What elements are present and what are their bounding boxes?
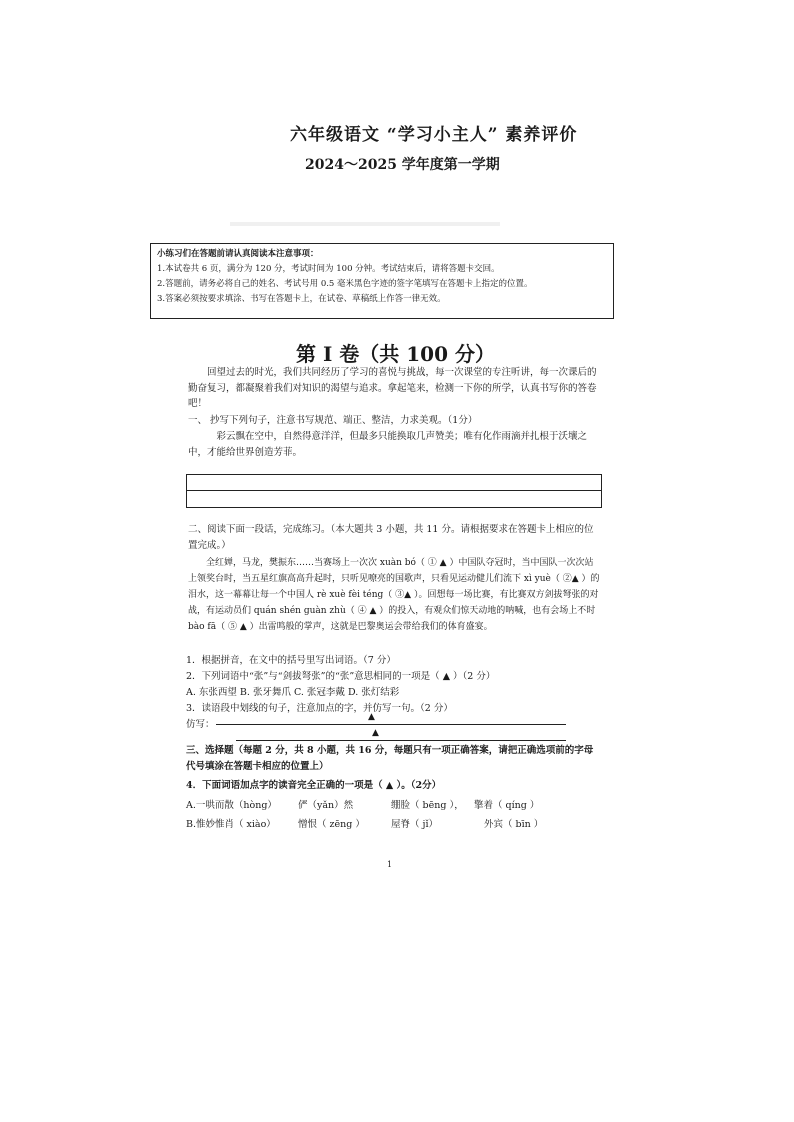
notice-box <box>150 243 614 319</box>
imitate-answer-line-2[interactable] <box>236 740 566 741</box>
imitate-answer-line-1[interactable] <box>216 724 566 725</box>
exam-title: 六年级语文 “学习小主人” 素养评价 <box>290 125 578 145</box>
page-number: 1 <box>387 860 393 869</box>
scan-smudge <box>230 222 500 226</box>
q4-stem: 4．下面词语加点字的读音完全正确的一项是（ ▲ ）。（2分） <box>186 780 442 791</box>
notice-heading: 小练习们在答题前请认真阅读本注意事项： <box>157 249 319 259</box>
q4-option-b-1: B.惟妙惟肖（ xiào） <box>186 819 276 830</box>
q4-option-a-1: A.一哄而散（hòng） <box>186 800 277 811</box>
q4-option-b-4: 外宾（ bīn ） <box>484 819 544 830</box>
q-item-1: 1．根据拼音，在文中的括号里写出词语。（7 分） <box>186 655 396 666</box>
volume-title: 第 I 卷（共 100 分） <box>296 342 495 366</box>
notice-item: 2.答题前，请务必将自己的姓名、考试号用 0.5 毫米黑色字迹的签字笔填写在答题卡上指定的位置。 <box>157 279 533 289</box>
intro-paragraph: 回望过去的时光，我们共同经历了学习的喜悦与挑战，每一次课堂的专注听讲，每一次课后的勤奋复习，都凝聚着我们对知识的渴望与追求。拿起笔来，检测一下你的所学，认真书写你的答卷吧！ <box>188 367 597 409</box>
q-item-3: 3．读语段中划线的句子，注意加点的字，并仿写一句。（2 分） <box>186 703 453 714</box>
answer-mark-1: ▲ <box>368 712 375 722</box>
q1-sentence: 彩云飘在空中，自然得意洋洋，但最多只能换取几声赞美；唯有化作雨滴并扎根于沃壤之中，才能给世界创造芳菲。 <box>188 431 588 458</box>
q1-heading: 一、 抄写下列句子，注意书写规范、端正、整洁，力求美观。（1分） <box>188 415 478 426</box>
notice-item: 1.本试卷共 6 页，满分为 120 分，考试时间为 100 分钟。考试结束后，请将答题卡交回。 <box>157 264 500 274</box>
q-item-2: 2．下列词语中“张”与“剑拔弩张”的“张”意思相同的一项是（ ▲ ）（2 分） <box>186 671 496 682</box>
reading-passage: 全红婵，马龙，樊振东……当赛场上一次次 xuàn bó（ ① ▲ ）中国队夺冠时，当中国队一次次站上领奖台时，当五星红旗高高升起时，只听见嘹亮的国歌声，只看见运动健儿们流下 xì yuè（ ②▲ ）的泪水，这一幕幕让每一个中国人 rè xuè fèi téng（ ③▲ ）。回想每一场比赛，有比赛双方剑拔弩张的对战，有运动员们 quán shén guàn zhù（ ④ ▲ ）的投入，有观众们惊天动地的呐喊，也有会场上不时 bào fā（ ⑤ ▲ ）出雷鸣般的掌声，这就是巴黎奥运会带给我们的体育盛宴。 <box>188 558 600 632</box>
q-item-2-options: A. 东张西望 B. 张牙舞爪 C. 张冠李戴 D. 张灯结彩 <box>186 687 400 698</box>
q4-option-a-3: 绷脸（ bēng ）， <box>391 800 464 811</box>
section3-heading: 三、选择题（每题 2 分，共 8 小题，共 16 分，每题只有一项正确答案，请把正确选项前的字母代号填涂在答题卡相应的位置上） <box>186 745 594 772</box>
section2-heading: 二、阅读下面一段话，完成练习。（本大题共 3 小题，共 11 分。请根据要求在答题卡上相应的位置完成。） <box>188 524 594 551</box>
q4-option-a-2: 俨（yǎn）然 <box>298 800 354 811</box>
imitate-label: 仿写： <box>186 719 215 730</box>
copy-writing-box[interactable] <box>186 474 602 508</box>
q4-option-b-3: 屋脊（ jǐ） <box>391 819 439 830</box>
q4-option-a-4: 擎着（ qíng ） <box>474 800 540 811</box>
q4-option-b-2: 憎恨（ zēng ） <box>298 819 365 830</box>
notice-item: 3.答案必须按要求填涂、书写在答题卡上，在试卷、草稿纸上作答一律无效。 <box>157 294 446 304</box>
exam-subtitle: 2024～2025 学年度第一学期 <box>305 157 500 173</box>
answer-mark-2: ▲ <box>372 728 379 738</box>
